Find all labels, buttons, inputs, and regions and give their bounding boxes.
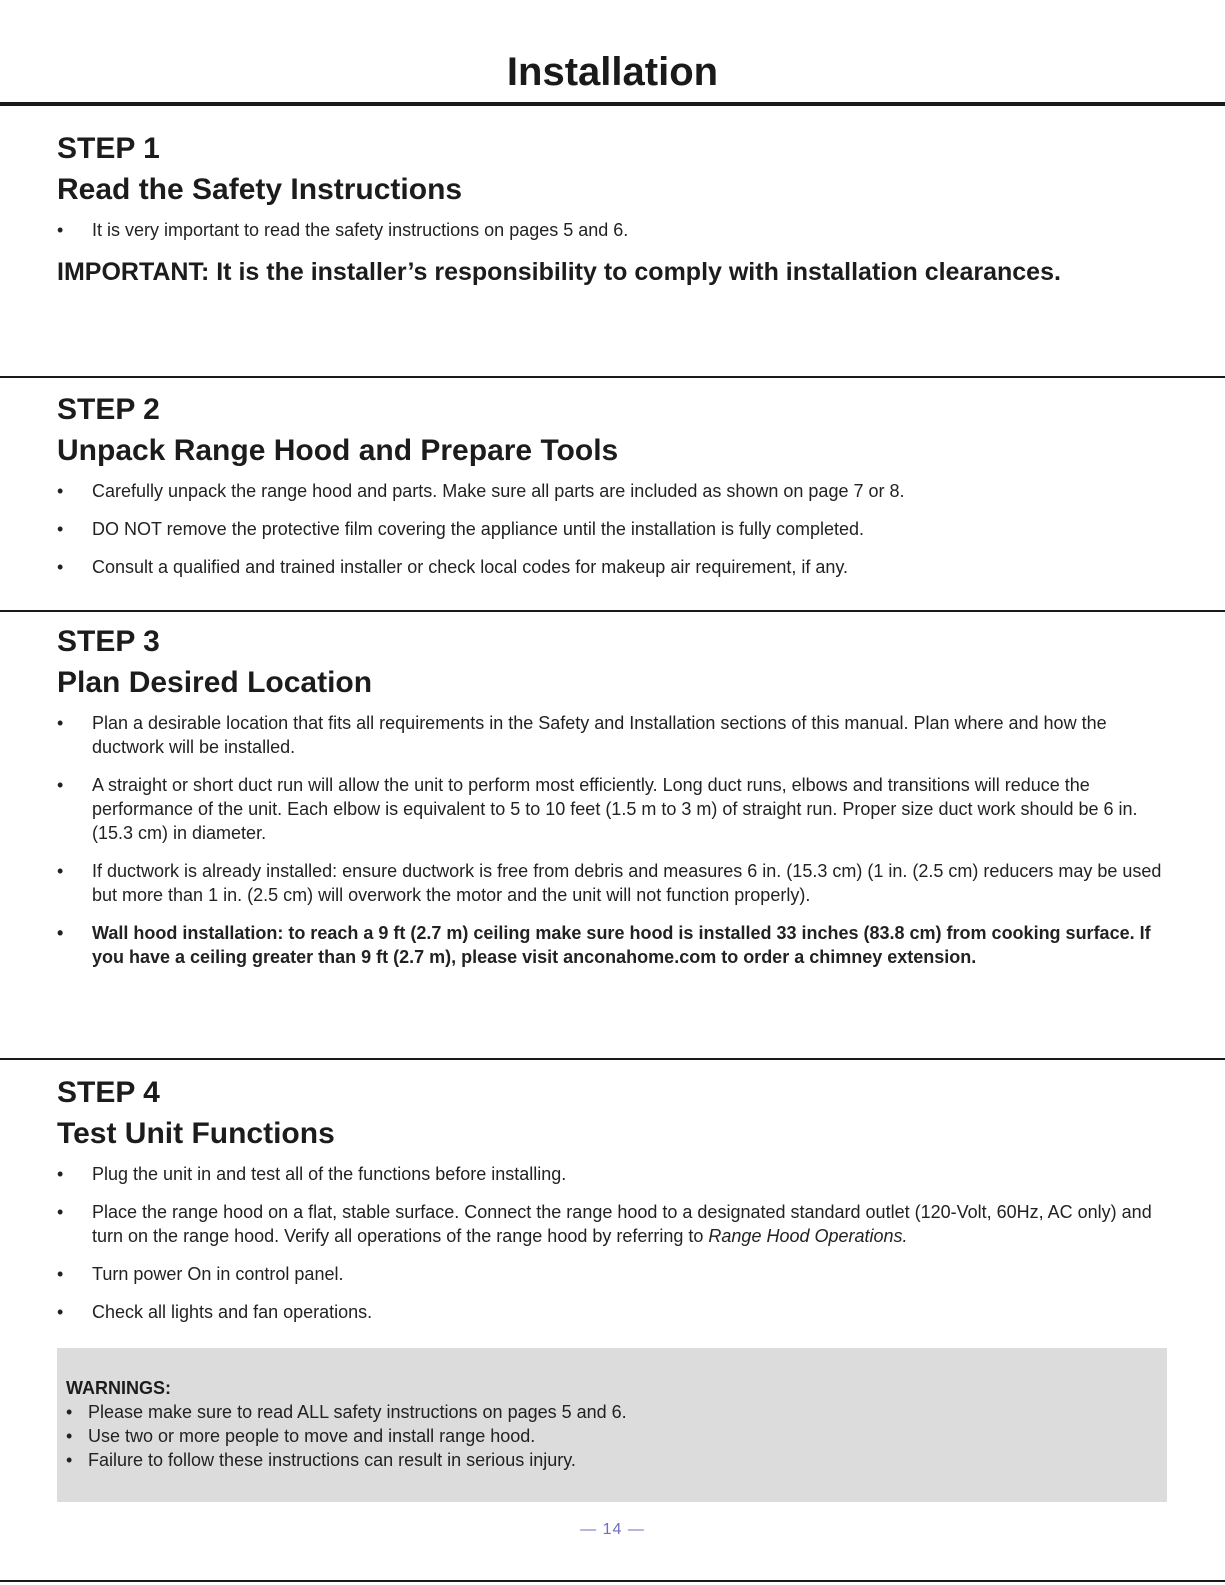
bullet-list	[57, 1162, 1177, 1324]
warnings-box	[57, 1348, 1167, 1502]
list-item-text: Carefully unpack the range hood and parts. Make sure all parts are included as shown on page 7 or 8.	[92, 481, 905, 501]
list-item	[57, 1300, 1177, 1324]
important-notice: IMPORTANT: It is the installer’s responsibility to comply with installation clearances.	[57, 258, 1061, 286]
bullet-icon: •	[57, 1202, 64, 1222]
step-1-section	[57, 131, 1177, 288]
list-item-text: If ductwork is already installed: ensure ductwork is free from debris and measures 6 in. (15.3 cm) (1 in. (2.5 cm) reducers may be used but more than 1 in. (2.5 cm) will overwork the motor and the unit will not function properly).	[92, 861, 1162, 905]
step-heading: Test Unit Functions	[57, 1117, 335, 1150]
list-item-text: Wall hood installation: to reach a 9 ft (2.7 m) ceiling make sure hood is installed 33 inches (83.8 cm) from cooking surface. If you have a ceiling greater than 9 ft (2.7 m), please visit anconahome.com to order a chimney extension.	[92, 923, 1151, 967]
bullet-icon: •	[57, 861, 64, 881]
list-item-text: Consult a qualified and trained installer or check local codes for makeup air requirement, if any.	[92, 557, 849, 577]
step-number: STEP 4	[57, 1076, 160, 1109]
list-item-reference: Range Hood Operations.	[708, 1226, 908, 1246]
list-item	[57, 773, 1177, 845]
list-item	[57, 921, 1177, 969]
title-divider	[0, 102, 1225, 106]
list-item-text: It is very important to read the safety instructions on pages 5 and 6.	[92, 220, 629, 240]
section-divider	[0, 376, 1225, 378]
bullet-icon: •	[66, 1402, 73, 1422]
bullet-icon: •	[57, 1302, 64, 1322]
page-title: Installation	[506, 50, 719, 94]
step-3-section	[57, 624, 1177, 969]
warnings-title: WARNINGS:	[66, 1378, 171, 1398]
list-item-text: Place the range hood on a flat, stable surface. Connect the range hood to a designated standard outlet (120-Volt, 60Hz, AC only) and turn on the range hood. Verify all operations of the range hood by referring to	[92, 1202, 1152, 1246]
list-item	[57, 555, 1177, 579]
step-4-section	[57, 1075, 1177, 1324]
list-item-text: Turn power On in control panel.	[92, 1264, 344, 1284]
bullet-icon: •	[57, 713, 64, 733]
list-item	[57, 859, 1177, 907]
list-item	[57, 1262, 1177, 1286]
list-item	[57, 711, 1177, 759]
step-2-section	[57, 392, 1177, 579]
bullet-icon: •	[57, 481, 64, 501]
list-item	[57, 1162, 1177, 1186]
step-heading: Plan Desired Location	[57, 666, 373, 699]
warning-item	[66, 1424, 1167, 1448]
list-item	[57, 218, 1177, 242]
list-item	[57, 517, 1177, 541]
bullet-icon: •	[57, 1164, 64, 1184]
warnings-list	[66, 1400, 1167, 1472]
warning-text: Failure to follow these instructions can result in serious injury.	[88, 1450, 576, 1470]
bullet-icon: •	[57, 923, 64, 943]
bullet-list	[57, 711, 1177, 969]
step-number: STEP 1	[57, 132, 160, 165]
step-number: STEP 2	[57, 393, 160, 426]
bullet-icon: •	[57, 220, 64, 240]
list-item	[57, 479, 1177, 503]
warning-item	[66, 1400, 1167, 1424]
list-item	[57, 1200, 1177, 1248]
bullet-icon: •	[66, 1450, 73, 1470]
list-item-text: Plan a desirable location that fits all requirements in the Safety and Installation sections of this manual. Plan where and how the ductwork will be installed.	[92, 713, 1107, 757]
section-divider	[0, 610, 1225, 612]
warning-text: Use two or more people to move and install range hood.	[88, 1426, 536, 1446]
section-divider	[0, 1058, 1225, 1060]
warning-item	[66, 1448, 1167, 1472]
bullet-icon: •	[66, 1426, 73, 1446]
bullet-icon: •	[57, 1264, 64, 1284]
list-item-text: DO NOT remove the protective film covering the appliance until the installation is fully completed.	[92, 519, 865, 539]
warning-text: Please make sure to read ALL safety instructions on pages 5 and 6.	[88, 1402, 627, 1422]
step-number: STEP 3	[57, 625, 160, 658]
footer-divider	[0, 1580, 1225, 1582]
step-heading: Read the Safety Instructions	[57, 173, 463, 206]
bullet-icon: •	[57, 557, 64, 577]
list-item-text: Check all lights and fan operations.	[92, 1302, 373, 1322]
bullet-list	[57, 479, 1177, 579]
list-item-text: Plug the unit in and test all of the functions before installing.	[92, 1164, 567, 1184]
step-heading: Unpack Range Hood and Prepare Tools	[57, 434, 619, 467]
bullet-list	[57, 218, 1177, 242]
page-number: — 14 —	[580, 1521, 645, 1538]
bullet-icon: •	[57, 519, 64, 539]
bullet-icon: •	[57, 775, 64, 795]
list-item-text: A straight or short duct run will allow the unit to perform most efficiently. Long duct runs, elbows and transitions will reduce the performance of the unit. Each elbow is equivalent to 5 to 10 feet (1.5 m to 3 m) of straight run. Proper size duct work should be 6 in. (15.3 cm) in diameter.	[92, 775, 1138, 843]
